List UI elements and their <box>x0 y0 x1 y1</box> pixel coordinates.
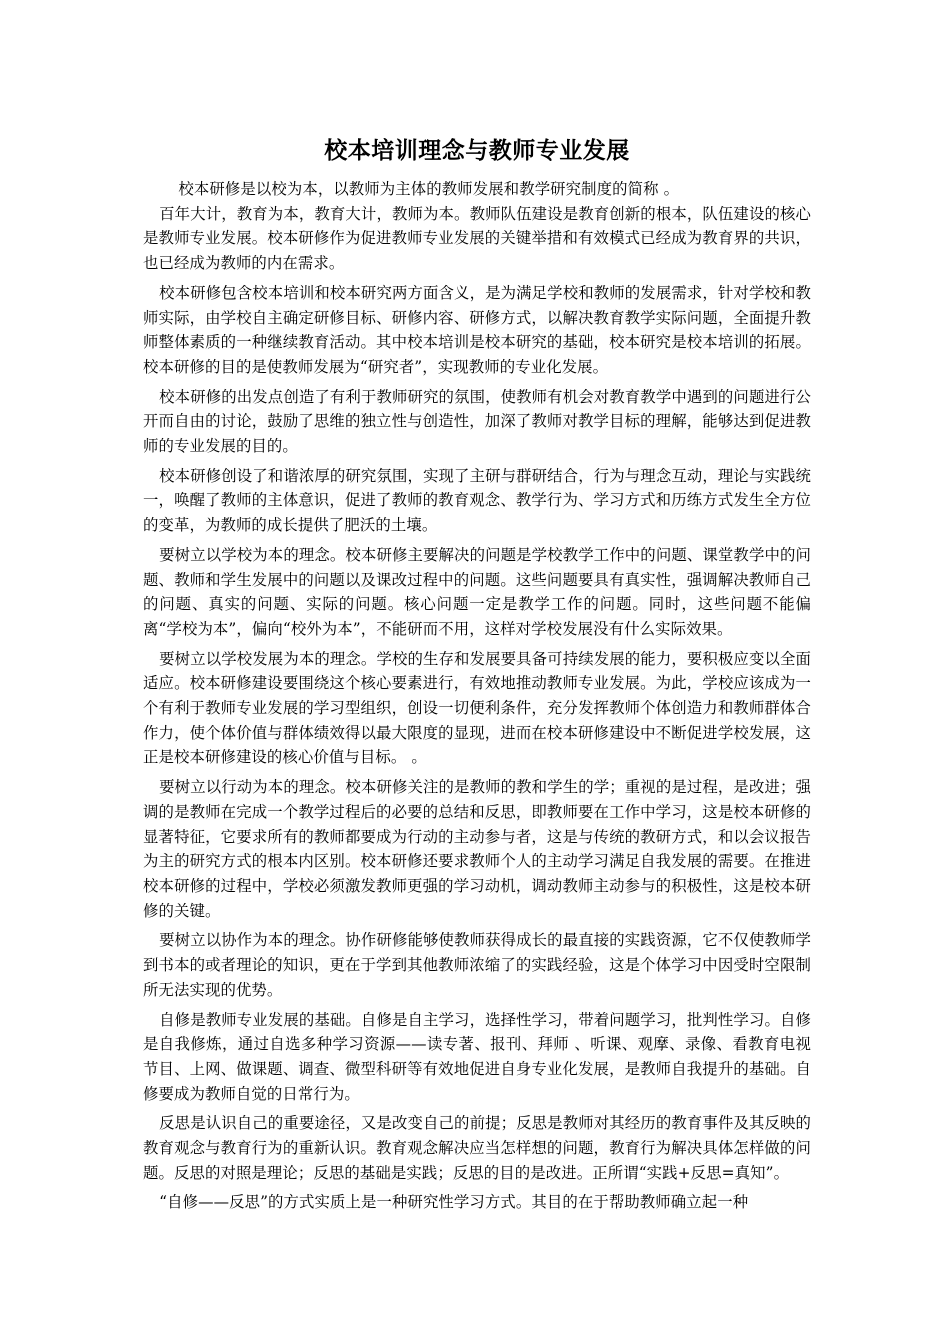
paragraph-collaboration: 要树立以协作为本的理念。协作研修能够使教师获得成长的最直接的实践资源，它不仅使教师学到书本的或者理论的知识，更在于学到其他教师浓缩了的实践经验，这是个体学习中因受时空限制所无法实现的优势。 <box>143 931 811 999</box>
paragraph-school-development: 要树立以学校发展为本的理念。学校的生存和发展要具备可持续发展的能力，要积极应变以全面适应。校本研修建设要围绕这个核心要素进行，有效地推动教师专业发展。为此，学校应该成为一个有利于教师专业发展的学习型组织，创设一切便利条件，充分发挥教师个体创造力和教师群体合作力，使个体价值与群体绩效得以最大限度的显现，进而在校本研修建设中不断促进学校发展，这正是校本研修建设的核心价值与目标。 。 <box>143 649 811 767</box>
paragraph-self-study: 自修是教师专业发展的基础。自修是自主学习，选择性学习，带着问题学习，批判性学习。自修是自我修炼，通过自选多种学习资源——读专著、报刊、拜师 、听课、观摩、录像、看教育电视节目、上网、做课题、调查、微型科研等有效地促进自身专业化发展，是教师自我提升的基础。自修要成为教师自觉的日常行为。 <box>143 1010 811 1103</box>
paragraph-action-based: 要树立以行动为本的理念。校本研修关注的是教师的教和学生的学；重视的是过程，是改进；强调的是教师在完成一个教学过程后的必要的总结和反思，即教师要在工作中学习，这是校本研修的显著特征，它要求所有的教师都要成为行动的主动参与者，这是与传统的教研方式，和以会议报告为主的研究方式的根本内区别。校本研修还要求教师个人的主动学习满足自我发展的需要。在推进校本研修的过程中，学校必须激发教师更强的学习动机，调动教师主动参与的积极性，这是校本研修的关键。 <box>143 778 811 920</box>
paragraph-atmosphere: 校本研修创设了和谐浓厚的研究氛围，实现了主研与群研结合，行为与理念互动，理论与实践统一，唤醒了教师的主体意识，促进了教师的教育观念、教学行为、学习方式和历练方式发生全方位的变革，为教师的成长提供了肥沃的土壤。 <box>143 466 811 535</box>
paragraph-school-based: 要树立以学校为本的理念。校本研修主要解决的问题是学校教学工作中的问题、课堂教学中的问题、教师和学生发展中的问题以及课改过程中的问题。这些问题要具有真实性，强调解决教师自己的问题、真实的问题、实际的问题。核心问题一定是教学工作的问题。同时，这些问题不能偏离“学校为本”，偏向“校外为本”，不能研而不用，这样对学校发展没有什么实际效果。 <box>143 545 811 638</box>
paragraph-self-study-reflection: “自修——反思”的方式实质上是一种研究性学习方式。其目的在于帮助教师确立起一种 <box>159 1193 749 1212</box>
document-title: 校本培训理念与教师专业发展 <box>324 138 630 164</box>
paragraph-two-meanings: 校本研修包含校本培训和校本研究两方面含义，是为满足学校和教师的发展需求，针对学校和教师实际，由学校自主确定研修目标、研修内容、研修方式，以解决教育教学实际问题，全面提升教师整体素质的一种继续教育活动。其中校本培训是校本研究的基础，校本研究是校本培训的拓展。校本研修的目的是使教师发展为“研究者”，实现教师的专业化发展。 <box>143 283 811 376</box>
paragraph-teacher-development: 百年大计，教育为本，教育大计，教师为本。教师队伍建设是教育创新的根本，队伍建设的核心是教师专业发展。校本研修作为促进教师专业发展的关键举措和有效模式已经成为教育界的共识，也已经成为教师的内在需求。 <box>143 204 811 273</box>
document-body <box>143 132 811 1215</box>
paragraph-starting-point: 校本研修的出发点创造了有利于教师研究的氛围，使教师有机会对教育教学中遇到的问题进行公开而自由的讨论，鼓励了思维的独立性与创造性，加深了教师对教学目标的理解，能够达到促进教师的专业发展的目的。 <box>143 387 811 456</box>
paragraph-reflection: 反思是认识自己的重要途径，又是改变自己的前提；反思是教师对其经历的教育事件及其反映的教育观念与教育行为的重新认识。教育观念解决应当怎样想的问题，教育行为解决具体怎样做的问题。反思的对照是理论；反思的基础是实践；反思的目的是改进。正所谓“实践+反思=真知”。 <box>143 1114 811 1182</box>
paragraph-definition: 校本研修是以校为本，以教师为主体的教师发展和教学研究制度的简称 。 <box>178 180 680 198</box>
